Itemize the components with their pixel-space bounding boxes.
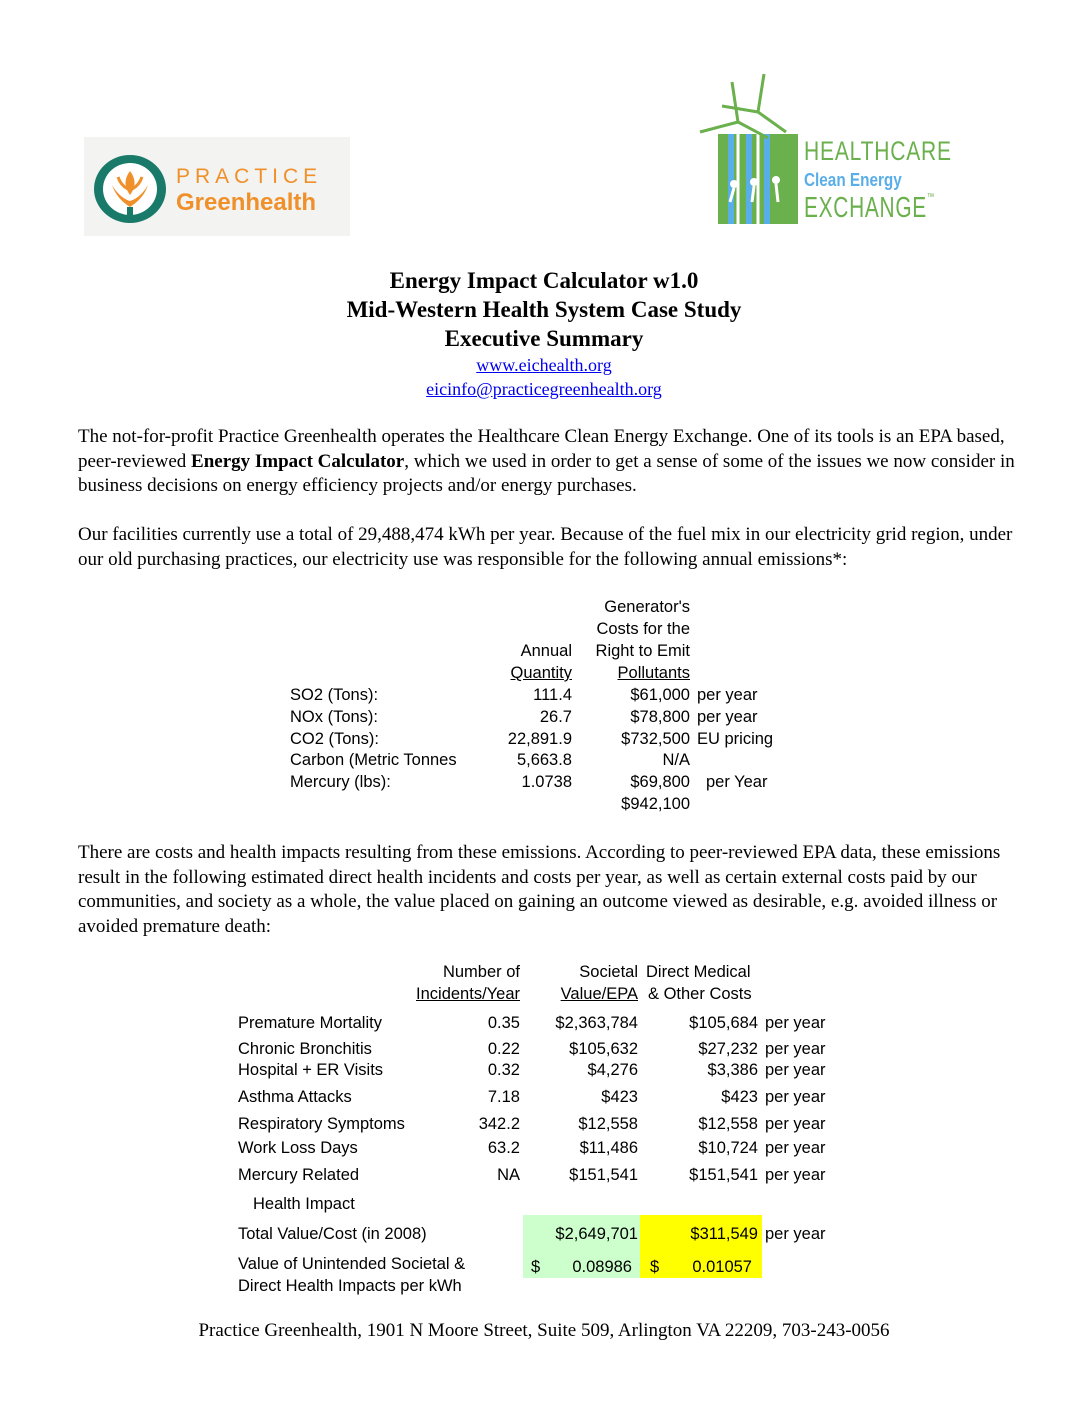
document-header — [0, 266, 1088, 401]
row-cost: $69,800 — [630, 773, 690, 791]
row-incidents: 0.22 — [487, 1040, 520, 1058]
document-title: Energy Impact Calculator w1.0 — [389, 268, 699, 293]
row-label: Premature Mortality — [238, 1014, 382, 1032]
row-direct: $10,724 — [698, 1139, 758, 1157]
intro-paragraph-1: The not-for-profit Practice Greenhealth operates the Healthcare Clean Energy Exchange. One of its tools is an EPA based, peer-reviewed Energy Impact Calculator, which we used in order to get a sense of some of the issues we now consider in business decisions on energy efficiency projects and/or energy purchases. — [78, 426, 1015, 496]
logo-text-exchange: EXCHANGE™ — [804, 192, 935, 224]
header-incidents-line2: Incidents/Year — [416, 985, 520, 1003]
row-societal: $11,486 — [579, 1139, 638, 1157]
total-label: Total Value/Cost (in 2008) — [238, 1225, 427, 1243]
row-incidents: NA — [497, 1166, 520, 1184]
row-note: EU pricing — [697, 730, 774, 748]
logo-text-healthcare: HEALTHCARE — [804, 136, 952, 166]
header-annual: Annual — [520, 642, 572, 660]
row-societal: $105,632 — [569, 1040, 638, 1058]
row-direct: $423 — [721, 1088, 758, 1106]
header-cost-line2: Costs for the — [596, 620, 690, 638]
row-incidents: 342.2 — [478, 1115, 520, 1133]
row-direct: $3,386 — [707, 1061, 758, 1079]
emissions-total: $942,100 — [621, 795, 690, 813]
row-incidents: 0.32 — [487, 1061, 520, 1079]
header-societal-line1: Societal — [579, 963, 638, 981]
row-quantity: 5,663.8 — [516, 751, 572, 769]
total-societal: $2,649,701 — [555, 1225, 638, 1243]
total-note: per year — [765, 1225, 826, 1243]
row-societal: $151,541 — [569, 1166, 638, 1184]
row-cost: N/A — [662, 751, 690, 769]
row-incidents: 0.35 — [487, 1014, 520, 1032]
per-kwh-societal-currency: $ — [531, 1258, 541, 1276]
row-societal: $2,363,784 — [555, 1014, 638, 1032]
row-note: per year — [765, 1139, 826, 1157]
footer-address: Practice Greenhealth, 1901 N Moore Street, Suite 509, Arlington VA 22209, 703-243-0056 — [198, 1320, 890, 1341]
row-note: per Year — [706, 773, 768, 791]
practice-greenhealth-logo — [84, 137, 350, 236]
per-kwh-direct: 0.01057 — [692, 1258, 752, 1276]
logo-text-greenhealth: Greenhealth — [176, 189, 317, 216]
leaf-emblem-icon — [90, 151, 170, 231]
per-kwh-label-line1: Value of Unintended Societal & — [238, 1255, 466, 1273]
row-label: Carbon (Metric Tonnes — [290, 751, 457, 769]
per-kwh-label-line2: Direct Health Impacts per kWh — [238, 1277, 462, 1295]
email-link[interactable]: eicinfo@practicegreenhealth.org — [426, 379, 662, 399]
row-label: Respiratory Symptoms — [238, 1115, 405, 1133]
wind-turbine-icon — [690, 72, 800, 232]
header-direct-line1: Direct Medical — [646, 963, 751, 981]
row-note: per year — [697, 686, 758, 704]
website-link[interactable]: www.eichealth.org — [476, 355, 612, 375]
row-societal: $4,276 — [587, 1061, 638, 1079]
row-quantity: 26.7 — [539, 708, 572, 726]
row-note: per year — [765, 1115, 826, 1133]
row-incidents: 7.18 — [487, 1088, 520, 1106]
logo-text-clean-energy: Clean Energy — [804, 170, 902, 190]
row-direct: $27,232 — [698, 1040, 758, 1058]
row-label: SO2 (Tons): — [290, 686, 379, 704]
row-cost: $61,000 — [630, 686, 690, 704]
row-note: per year — [765, 1014, 826, 1032]
logo-text-practice: PRACTICE — [176, 165, 323, 188]
row-label: Mercury Related — [238, 1166, 360, 1184]
row-label: Chronic Bronchitis — [238, 1040, 372, 1058]
row-quantity: 111.4 — [533, 686, 572, 704]
header-societal-line2: Value/EPA — [560, 985, 638, 1003]
document-subtitle: Mid-Western Health System Case Study — [346, 297, 742, 322]
row-label: CO2 (Tons): — [290, 730, 379, 748]
row-quantity: 1.0738 — [521, 773, 572, 791]
row-label: Work Loss Days — [238, 1139, 358, 1157]
header-quantity: Quantity — [510, 664, 572, 682]
row-label: Asthma Attacks — [238, 1088, 352, 1106]
total-direct: $311,549 — [690, 1225, 758, 1243]
row-note: per year — [765, 1040, 826, 1058]
row-note: per year — [765, 1166, 826, 1184]
health-paragraph: There are costs and health impacts resulting from these emissions. According to peer-reviewed EPA data, these emissions result in the following estimated direct health incidents and costs per year, as well as certain external costs paid by our communities, and society as a whole, the value placed on gaining an outcome viewed as desirable, e.g. avoided illness or avoided premature death: — [78, 842, 1001, 937]
header-direct-line2: & Other Costs — [648, 985, 752, 1003]
header-cost-line3: Right to Emit — [595, 642, 690, 660]
row-societal: $423 — [601, 1088, 638, 1106]
row-cost: $732,500 — [621, 730, 690, 748]
row-direct: $151,541 — [689, 1166, 758, 1184]
row-note: per year — [765, 1061, 826, 1079]
row-direct: $105,684 — [689, 1014, 758, 1032]
row-label: NOx (Tons): — [290, 708, 379, 726]
header-incidents-line1: Number of — [442, 963, 520, 981]
row-direct: $12,558 — [698, 1115, 758, 1133]
per-kwh-societal: 0.08986 — [572, 1258, 632, 1276]
header-cost-line1: Generator's — [604, 598, 690, 616]
row-note: per year — [697, 708, 758, 726]
row-label: Hospital + ER Visits — [238, 1061, 384, 1079]
row-label: Mercury (lbs): — [290, 773, 391, 791]
row-note: per year — [765, 1088, 826, 1106]
row-societal: $12,558 — [578, 1115, 638, 1133]
row-quantity: 22,891.9 — [507, 730, 572, 748]
hce-logo — [690, 72, 952, 232]
row-cost: $78,800 — [630, 708, 690, 726]
row-incidents: 63.2 — [487, 1139, 520, 1157]
mercury-subtitle: Health Impact — [253, 1195, 355, 1213]
intro-paragraph-2: Our facilities currently use a total of 29,488,474 kWh per year. Because of the fuel mix in our electricity grid region, under our old purchasing practices, our electricity use was responsible for the following annual emissions*: — [78, 524, 1013, 570]
header-pollutants: Pollutants — [617, 664, 690, 682]
per-kwh-direct-currency: $ — [650, 1258, 660, 1276]
document-summary-heading: Executive Summary — [444, 326, 644, 351]
